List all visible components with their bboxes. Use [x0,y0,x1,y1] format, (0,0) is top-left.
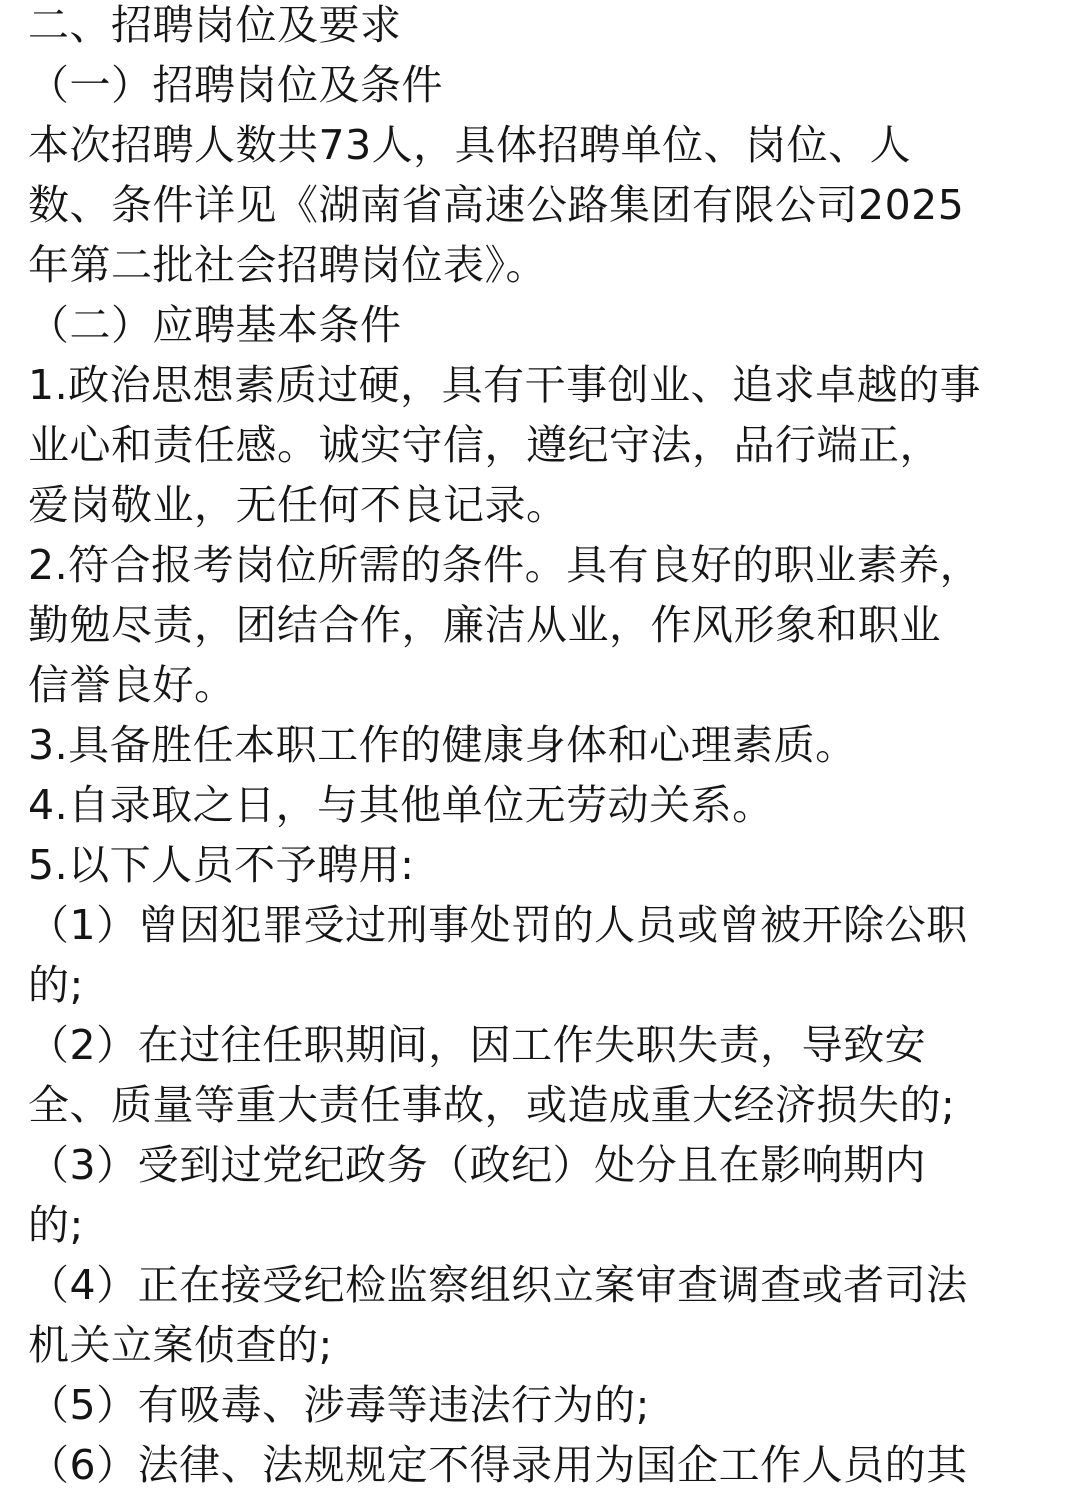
body-line: 年第二批社会招聘岗位表》。 [28,241,547,289]
exclusion-line: （3）受到过党纪政务（政纪）处分且在影响期内 [28,1141,927,1189]
body-line: 本次招聘人数共73人，具体招聘单位、岗位、人 [28,121,912,169]
exclusion-line: （2）在过往任职期间，因工作失职失责，导致安 [28,1021,927,1069]
exclusion-line: （4）正在接受纪检监察组织立案审查调查或者司法 [28,1261,968,1309]
exclusion-line: （1）曾因犯罪受过刑事处罚的人员或曾被开除公职 [28,901,968,949]
exclusion-line: 的; [28,1201,84,1249]
condition-line: 1.政治思想素质过硬，具有干事创业、追求卓越的事 [28,361,982,409]
body-line: 数、条件详见《湖南省高速公路集团有限公司2025 [28,181,965,229]
condition-line: 业心和责任感。诚实守信，遵纪守法，品行端正， [28,421,941,469]
condition-line: 5.以下人员不予聘用: [28,841,415,889]
condition-line: 4.自录取之日，与其他单位无劳动关系。 [28,781,774,829]
subsection-title-1: （一）招聘岗位及条件 [28,61,443,109]
condition-line: 信誉良好。 [28,661,236,709]
condition-line: 3.具备胜任本职工作的健康身体和心理素质。 [28,721,857,769]
exclusion-line: （5）有吸毒、涉毒等违法行为的; [28,1381,650,1429]
exclusion-line: 机关立案侦查的; [28,1321,333,1369]
exclusion-line: （6）法律、法规规定不得录用为国企工作人员的其 [28,1441,968,1489]
condition-line: 勤勉尽责，团结合作，廉洁从业，作风形象和职业 [28,601,941,649]
condition-line: 2.符合报考岗位所需的条件。具有良好的职业素养， [28,541,982,589]
condition-line: 爱岗敬业，无任何不良记录。 [28,481,568,529]
section-title: 二、招聘岗位及要求 [28,1,402,49]
exclusion-line: 的; [28,961,84,1009]
subsection-title-2: （二）应聘基本条件 [28,301,402,349]
exclusion-line: 全、质量等重大责任事故，或造成重大经济损失的; [28,1081,956,1129]
